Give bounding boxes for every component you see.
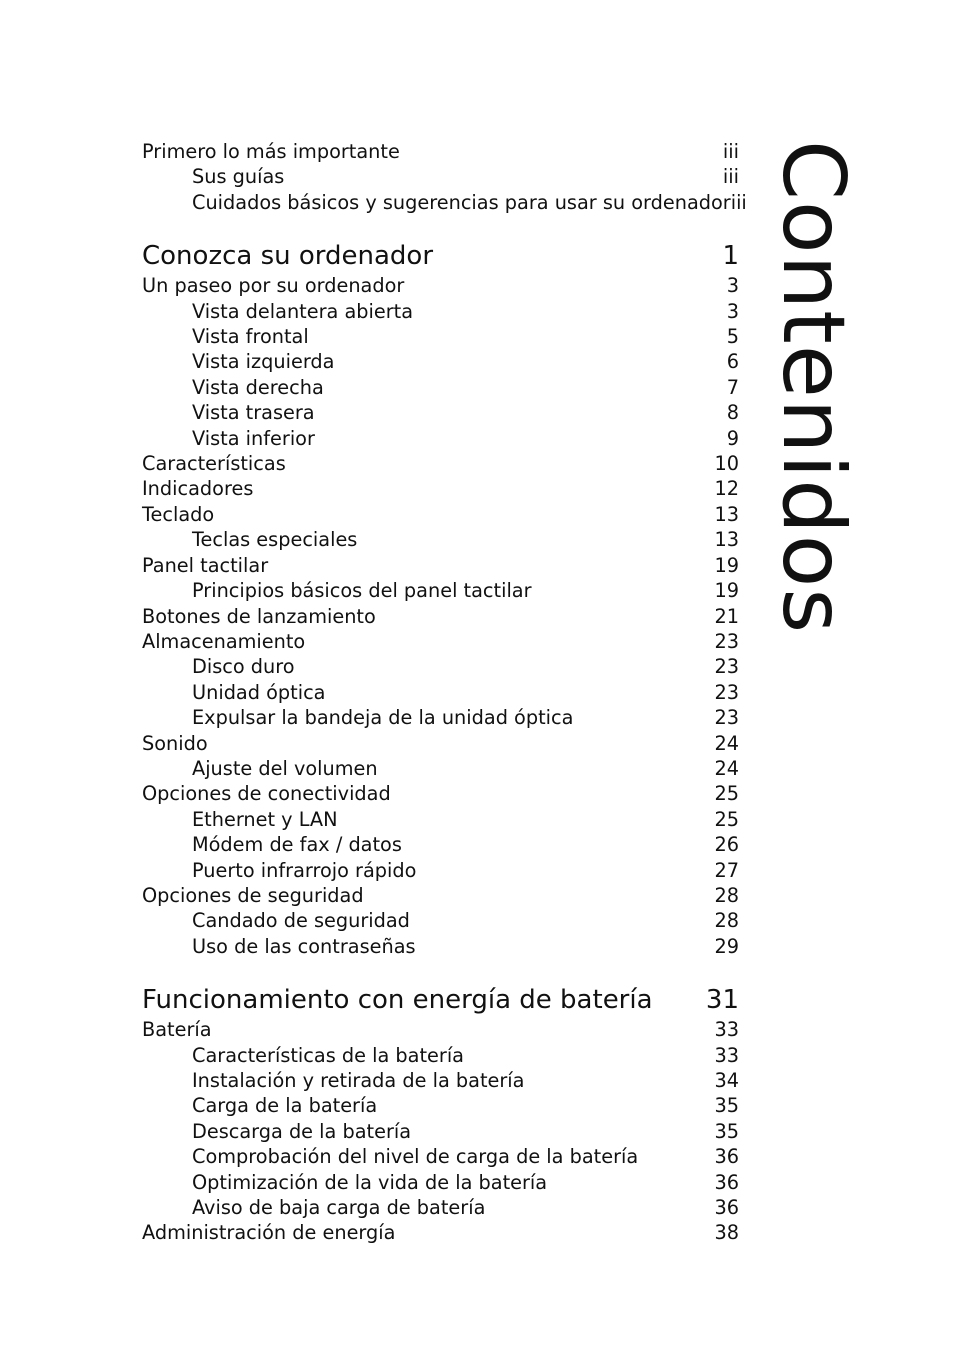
toc-entry-title: Candado de seguridad <box>192 909 410 933</box>
toc-page-number: 23 <box>714 655 739 679</box>
toc-page-number: 33 <box>714 1018 739 1042</box>
toc-page-number: 6 <box>726 350 739 374</box>
table-of-contents <box>142 139 747 1246</box>
chapter-page-number: 1 <box>722 241 739 272</box>
toc-entry[interactable] <box>142 731 739 756</box>
toc-entry-title: Carga de la batería <box>192 1094 378 1118</box>
toc-page-number: 29 <box>714 934 739 958</box>
toc-entry-title: Sus guías <box>192 165 285 189</box>
toc-subentry[interactable] <box>142 832 739 857</box>
toc-entry-title: Expulsar la bandeja de la unidad óptica <box>192 706 574 730</box>
toc-page-number: 21 <box>714 604 739 628</box>
toc-entry[interactable] <box>142 629 739 654</box>
toc-entry-title: Vista inferior <box>192 426 315 450</box>
toc-page-number: 3 <box>726 274 739 298</box>
toc-page-number: 35 <box>714 1119 739 1143</box>
toc-entry-title: Batería <box>142 1018 212 1042</box>
toc-entry[interactable] <box>142 273 739 298</box>
toc-page-number: 28 <box>714 883 739 907</box>
toc-page-number: 24 <box>714 756 739 780</box>
toc-page-number: 9 <box>726 426 739 450</box>
toc-page-number: 26 <box>714 833 739 857</box>
toc-entry-title: Aviso de baja carga de batería <box>192 1196 486 1220</box>
toc-entry[interactable] <box>142 451 739 476</box>
toc-page-number: 36 <box>714 1145 739 1169</box>
toc-subentry[interactable] <box>142 858 739 883</box>
toc-entry-title: Opciones de seguridad <box>142 883 364 907</box>
toc-entry-title: Opciones de conectividad <box>142 782 391 806</box>
toc-entry-title: Cuidados básicos y sugerencias para usar su ordenador <box>192 190 731 214</box>
toc-page-number: 5 <box>726 325 739 349</box>
toc-subentry[interactable] <box>142 705 739 730</box>
side-title-text: Contenidos <box>763 140 863 635</box>
toc-entry-title: Indicadores <box>142 477 254 501</box>
chapter-heading[interactable] <box>142 239 739 273</box>
toc-entry-title: Almacenamiento <box>142 629 306 653</box>
toc-entry-title: Administración de energía <box>142 1221 396 1245</box>
toc-page-number: iii <box>722 165 739 189</box>
toc-entry-title: Disco duro <box>192 655 295 679</box>
toc-subentry[interactable] <box>142 190 747 215</box>
toc-page-number: 8 <box>726 401 739 425</box>
toc-subentry[interactable] <box>142 807 739 832</box>
toc-page-number: iii <box>730 190 747 214</box>
toc-page-number: 10 <box>714 452 739 476</box>
toc-page-number: 19 <box>714 553 739 577</box>
toc-entry-title: Características de la batería <box>192 1043 464 1067</box>
toc-subentry[interactable] <box>142 349 739 374</box>
toc-entry-title: Uso de las contraseñas <box>192 934 416 958</box>
toc-subentry[interactable] <box>142 934 739 959</box>
toc-page-number: 25 <box>714 807 739 831</box>
toc-entry-title: Unidad óptica <box>192 680 326 704</box>
toc-entry-title: Botones de lanzamiento <box>142 604 376 628</box>
toc-subentry[interactable] <box>142 654 739 679</box>
toc-entry-title: Sonido <box>142 731 208 755</box>
toc-page-number: 38 <box>714 1221 739 1245</box>
toc-subentry[interactable] <box>142 1170 739 1195</box>
toc-subentry[interactable] <box>142 426 739 451</box>
toc-entry-title: Ethernet y LAN <box>192 807 338 831</box>
toc-subentry[interactable] <box>142 1068 739 1093</box>
toc-entry[interactable] <box>142 1017 739 1042</box>
toc-page-number: iii <box>722 140 739 163</box>
toc-subentry[interactable] <box>142 400 739 425</box>
toc-entry[interactable] <box>142 604 739 629</box>
toc-entry-title: Primero lo más importante <box>142 140 400 163</box>
toc-entry-title: Instalación y retirada de la batería <box>192 1069 525 1092</box>
toc-page-number: 24 <box>714 731 739 755</box>
toc-subentry[interactable] <box>142 1119 739 1144</box>
toc-entry-title: Descarga de la batería <box>192 1119 412 1143</box>
toc-entry[interactable] <box>142 502 739 527</box>
toc-entry-title: Teclas especiales <box>192 528 358 552</box>
toc-page-number: 23 <box>714 706 739 730</box>
toc-entry-title: Principios básicos del panel tactilar <box>192 579 532 603</box>
toc-page-number: 36 <box>714 1170 739 1194</box>
toc-page-number: 25 <box>714 782 739 806</box>
toc-page-number: 27 <box>714 858 739 882</box>
toc-page-number: 34 <box>714 1069 739 1092</box>
chapter-title: Conozca su ordenador <box>142 241 434 272</box>
toc-page-number: 33 <box>714 1043 739 1067</box>
toc-page-number: 13 <box>714 502 739 526</box>
toc-subentry[interactable] <box>142 908 739 933</box>
toc-entry-title: Vista frontal <box>192 325 309 349</box>
chapter-page-number: 31 <box>705 985 739 1016</box>
toc-entry-title: Puerto infrarrojo rápido <box>192 858 417 882</box>
toc-entry[interactable] <box>142 139 739 164</box>
toc-page-number: 3 <box>726 299 739 323</box>
toc-entry[interactable] <box>142 883 739 908</box>
toc-page-number: 7 <box>726 375 739 399</box>
toc-page-number: 23 <box>714 680 739 704</box>
toc-subentry[interactable] <box>142 299 739 324</box>
toc-entry-title: Características <box>142 452 286 476</box>
toc-subentry[interactable] <box>142 1043 739 1068</box>
toc-subentry[interactable] <box>142 527 739 552</box>
chapter-title: Funcionamiento con energía de batería <box>142 985 653 1016</box>
toc-entry-title: Vista izquierda <box>192 350 335 374</box>
toc-subentry[interactable] <box>142 1195 739 1220</box>
toc-entry-title: Teclado <box>142 502 215 526</box>
toc-entry-title: Panel tactilar <box>142 553 269 577</box>
toc-entry-title: Un paseo por su ordenador <box>142 274 405 298</box>
toc-entry-title: Ajuste del volumen <box>192 756 378 780</box>
toc-entry-title: Vista derecha <box>192 375 324 399</box>
toc-entry[interactable] <box>142 1220 739 1245</box>
toc-entry-title: Optimización de la vida de la batería <box>192 1170 548 1194</box>
toc-page-number: 13 <box>714 528 739 552</box>
toc-subentry[interactable] <box>142 324 739 349</box>
toc-page-number: 28 <box>714 909 739 933</box>
toc-entry[interactable] <box>142 476 739 501</box>
toc-subentry[interactable] <box>142 164 739 189</box>
toc-subentry[interactable] <box>142 756 739 781</box>
toc-entry-title: Vista delantera abierta <box>192 299 414 323</box>
toc-subentry[interactable] <box>142 1144 739 1169</box>
toc-subentry[interactable] <box>142 680 739 705</box>
toc-subentry[interactable] <box>142 1093 739 1118</box>
toc-page-number: 36 <box>714 1196 739 1220</box>
toc-entry-title: Vista trasera <box>192 401 315 425</box>
toc-entry-title: Comprobación del nivel de carga de la batería <box>192 1145 639 1169</box>
toc-page-number: 23 <box>714 629 739 653</box>
toc-subentry[interactable] <box>142 578 739 603</box>
toc-subentry[interactable] <box>142 375 739 400</box>
contents-side-title <box>763 140 870 635</box>
toc-entry-title: Módem de fax / datos <box>192 833 402 857</box>
toc-entry[interactable] <box>142 553 739 578</box>
chapter-heading[interactable] <box>142 983 739 1017</box>
toc-page-number: 19 <box>714 579 739 603</box>
toc-page-number: 35 <box>714 1094 739 1118</box>
toc-entry[interactable] <box>142 781 739 806</box>
toc-page-number: 12 <box>714 477 739 501</box>
